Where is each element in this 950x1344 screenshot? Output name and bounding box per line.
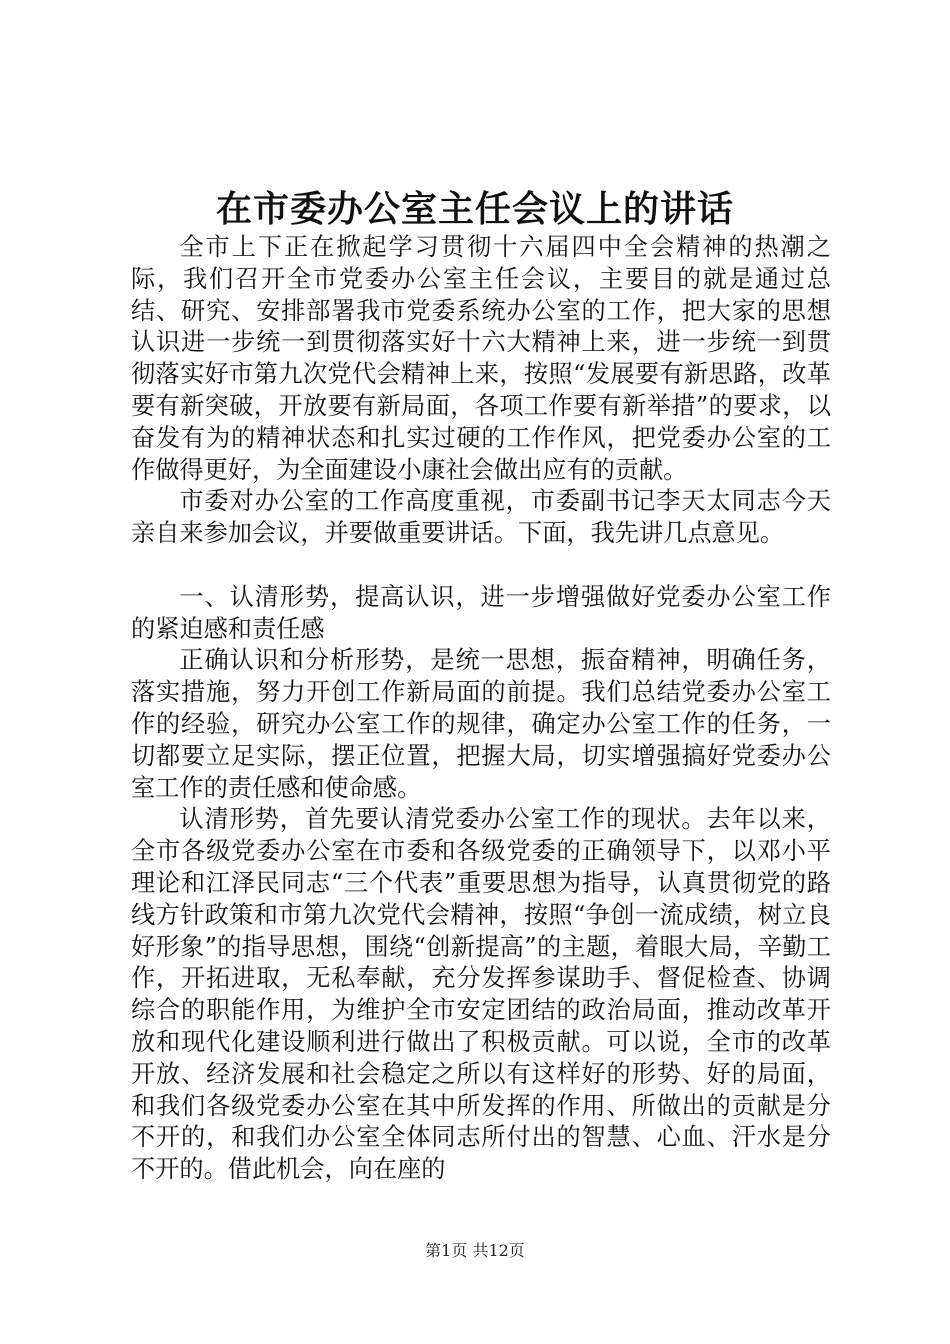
paragraph: 认清形势，首先要认清党委办公室工作的现状。去年以来，全市各级党委办公室在市委和各级党委的正确领导下，以邓小平理论和江泽民同志“三个代表”重要思想为指导，认真贯彻党的路线方针政策和市第九次党代会精神，按照“争创一流成绩，树立良好形象”的指导思想，围绕“创新提高”的主题，着眼大局，辛勤工作，开拓进取，无私奉献，充分发挥参谋助手、督促检查、协调综合的职能作用，为维护全市安定团结的政治局面，推动改革开放和现代化建设顺利进行做出了积极贡献。可以说，全市的改革开放、经济发展和社会稳定之所以有这样好的形势、好的局面，和我们各级党委办公室在其中所发挥的作用、所做出的贡献是分不开的，和我们办公室全体同志所付出的智慧、心血、汗水是分不开的。借此机会，向在座的 (131, 805, 831, 1184)
paragraph: 正确认识和分析形势，是统一思想，振奋精神，明确任务，落实措施，努力开创工作新局面的前提。我们总结党委办公室工作的经验，研究办公室工作的规律，确定办公室工作的任务，一切都要立足实际，摆正位置，把握大局，切实增强搞好党委办公室工作的责任感和使命感。 (131, 646, 831, 802)
page-footer: 第1页 共12页 (425, 1241, 525, 1260)
section-heading: 一、认清形势，提高认识，进一步增强做好党委办公室工作的紧迫感和责任感 (131, 582, 831, 643)
paragraph: 全市上下正在掀起学习贯彻十六届四中全会精神的热潮之际，我们召开全市党委办公室主任会议，主要目的就是通过总结、研究、安排部署我市党委系统办公室的工作，把大家的思想认识进一步统一到贯彻落实好十六大精神上来，进一步统一到贯彻落实好市第九次党代会精神上来，按照“发展要有新思路，改革要有新突破，开放要有新局面，各项工作要有新举措”的要求，以奋发有为的精神状态和扎实过硬的工作作风，把党委办公室的工作做得更好，为全面建设小康社会做出应有的贡献。 (131, 233, 831, 484)
document-body (131, 232, 831, 1186)
document-title: 在市委办公室主任会议上的讲话 (215, 188, 734, 230)
paragraph: 市委对办公室的工作高度重视，市委副书记李天太同志今天亲自来参加会议，并要做重要讲话。下面，我先讲几点意见。 (131, 487, 831, 548)
